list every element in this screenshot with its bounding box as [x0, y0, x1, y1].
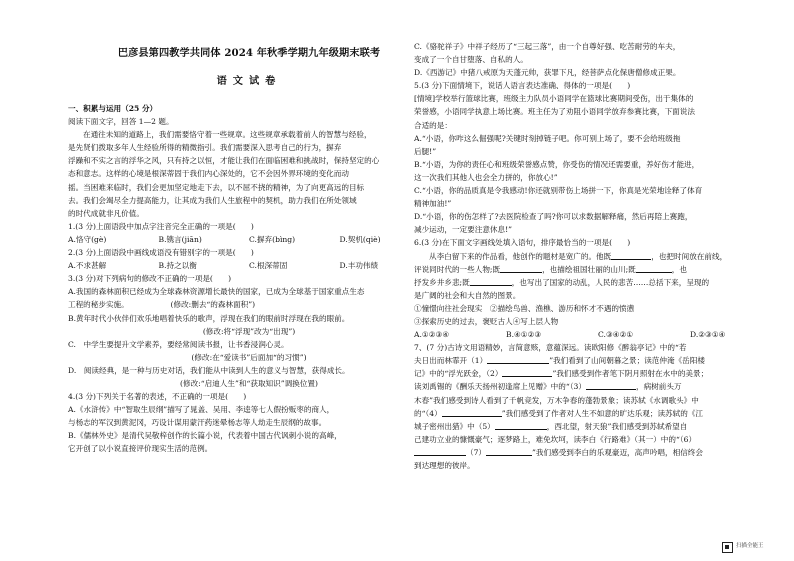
question-5-option: B.“小语，为你的责任心和班级荣誉感点赞，你受伤的情况还需要重，养好伤才能进，	[414, 159, 700, 169]
question-5-option: 这一次我们其他人也会全力拼的，你放心!”	[414, 172, 558, 182]
question-5-option: 后腿!”	[414, 146, 437, 156]
question-7-line: 己建功立业的慷慨豪气；逐梦路上，难免坎坷，读李白《行路难》（其一）中的“（6）	[414, 434, 697, 444]
question-6-text: 评说同时代的一些人物;既 ，也描绘祖国壮丽的山川;既 ，也	[414, 264, 687, 274]
question-7-line: 读刘禹锡的《酬乐天扬州初逢席上见赠》中的“（3） ，病树前头万	[414, 382, 682, 392]
question-5: 5.(3 分)下面情境下，说话人语言表达准确、得体的一项是( )	[414, 81, 631, 91]
option: A.不求甚解	[68, 261, 107, 271]
question-1-options	[68, 233, 430, 246]
option: C.③④②①	[598, 330, 634, 340]
passage-line: 的时代成就非凡价值。	[68, 208, 144, 218]
question-4-item: A.《水浒传》中“智取生辰纲”描写了晁盖、吴用、李逵等七人假扮贩枣的商人，	[68, 405, 335, 415]
question-7-line: 到达理想的彼岸。	[414, 461, 475, 470]
question-5-option: C.“小语，你的品质真是令我感动!你还就别带伤上场拼一下，你真是光荣地诠释了体育	[414, 186, 703, 196]
question-3-item: C. 中学生要提升文学素养，要经常阅读书报，让书香浸润心灵。	[68, 339, 289, 349]
fill-blank[interactable]	[486, 446, 532, 456]
question-3-note: (修改:在“爱读书”后面加“的习惯”)	[191, 352, 307, 362]
question-6-text: 抒发乡井乡悲;既 ，也写出了国家的动乱，人民的悲苦……总括下来，呈现的	[414, 277, 710, 287]
question-4-item: B.《儒林外史》是清代吴敬梓创作的长篇小说，代表着中国古代讽刺小说的高峰，	[68, 431, 342, 441]
question-2-options	[68, 259, 430, 272]
option: C.摒弃(bìng)	[249, 234, 296, 244]
question-6-text: 是广阔的社会和大自然的图景。	[414, 290, 521, 300]
question-6-options	[414, 328, 782, 341]
option: B.持之以衡	[158, 261, 197, 271]
question-5-option: 减少运动，一定要注意休息!”	[414, 225, 513, 235]
question-7-line: 城子密州出猎》中（5） ，西北望，射天狼”我们感受到苏轼希望自	[414, 421, 688, 431]
question-3-item: B.黄年时代小伙伴们欢乐地唱着快乐的歌声，浮现在我们的眼前时浮现在我的眼前。	[68, 313, 350, 323]
left-column	[68, 40, 430, 456]
fill-blank[interactable]	[487, 354, 549, 364]
question-6-keys: ③探索历史的过去，褒贬古人④写上层人物	[414, 316, 559, 326]
question-5-context: [情境]学校举行篮球比赛，班级主力队员小语同学在篮球比赛期间受伤，出于集体的	[414, 94, 694, 104]
passage-line: 在通往未知的道路上，我们需要恪守着一些规章。这些规章承载着前人的智慧与经验，	[83, 130, 372, 140]
question-5-context: 荣誉感，小语同学执意上场比赛。班主任为了劝阻小语同学放弃参赛比赛，下面说法	[414, 107, 695, 117]
section-heading: 一、积累与运用（25 分）	[68, 104, 158, 113]
scanner-watermark	[722, 541, 780, 553]
question-7-line: （7） ”我们感受到李白的乐观豪迈，高声吟唱，相信终会	[414, 446, 782, 459]
question-4-item: 变成了一个自甘堕落、自私的人。	[414, 55, 528, 65]
question-7-line: 木春”我们感受到诗人看到了千帆竞发，万木争春的蓬勃景象；读苏轼《水调歌头》中	[414, 395, 699, 405]
question-7-line: 的“（4） ”我们感受到了作者对人生不如意的旷达乐观；读苏轼的《江	[414, 408, 704, 418]
qr-code-icon	[722, 542, 733, 553]
question-6: 6.(3 分)在下面文字画线处填入语句，排序最恰当的一项是( )	[414, 238, 631, 248]
option: C.根深蒂固	[249, 261, 288, 271]
question-7-line: 夫日出而林霏开（1） ”我们看到了山间朝暮之景；读范仲淹《岳阳楼	[414, 356, 705, 366]
right-column	[414, 40, 782, 472]
question-3-item: D. 阅读经典，是一种与历史对话，我们能从中读到人生的意义与智慧，获得成长。	[68, 365, 350, 375]
passage-line: 浮躁和不实之言的浮华之风，只有持之以恒，才能让我们在面临困难和挑战时，保持坚定的心	[68, 156, 380, 166]
question-3-item: A.我国的森林面积已经成为全球森林资源增长最快的国家，已成为全球基于国家重点生态	[68, 287, 365, 297]
question-4-item: 它开创了以小说直接评价现实生活的范例。	[68, 444, 213, 454]
passage-line: 去。我们会竭尽全力提高能力，让其成为我们人生旅程中的契机，助力我们在所处领域	[68, 195, 357, 205]
fill-blank[interactable]	[502, 367, 552, 377]
fill-blank[interactable]	[500, 263, 542, 273]
fill-blank[interactable]	[442, 407, 502, 417]
fill-blank[interactable]	[611, 250, 651, 260]
option: D.②③①④	[690, 330, 726, 340]
question-3-note: (修改:将“浮现”改为“出现”)	[202, 326, 296, 336]
passage-line: 是先贤们拨取多年人生经验所得的精微指引。我们需要深入思考自己的行为，摒弃	[68, 143, 342, 153]
question-3: 3.(3 分)对下列病句的修改不正确的一项是( )	[68, 274, 232, 284]
option: A.恪守(gè)	[68, 234, 107, 244]
question-7-line: 记》中的“浮光跃金，（2） ”我们感受到作者笔下阴月照射在水中的美景；	[414, 369, 709, 379]
question-5-option: A.“小语，你咋这么倔强呢?关键时刻掉链子吧。你可别上场了，要不会给班级拖	[414, 133, 681, 143]
fill-blank[interactable]	[414, 446, 466, 456]
fill-blank[interactable]	[495, 420, 547, 430]
question-1: 1.(3 分)上面语段中加点字注音完全正确的一项是( )	[68, 221, 254, 231]
scanner-label: 扫描全能王	[736, 543, 764, 550]
question-3-item: 工程的秘步实施。 (修改:删去“的森林面积”)	[68, 300, 256, 310]
page-subtitle: 语文试卷	[216, 75, 282, 87]
option: B.④①②③	[506, 330, 542, 340]
question-5-option: D.“小语，你的伤怎样了?去医院检查了吗?你可以求数据解释痛，然后再陪上赛跑，	[414, 212, 693, 222]
question-4-item: D.《西游记》中猪八戒原为天蓬元帅，获罪下凡，经菩萨点化保唐僧修成正果。	[414, 68, 681, 78]
question-4-item: C.《骆驼祥子》中祥子经历了“三起三落”，由一个自尊好强、吃苦耐劳的车夫，	[414, 42, 681, 51]
question-4-item: 与杨志的军汉到黄泥冈，巧设计谋用蒙汗药迷晕杨志等人劫走生辰纲的故事。	[68, 418, 327, 428]
question-7: 7、(7 分)古诗文用语精妙，言简意赅，意蕴深远。读欧阳修《醉翁亭记》中的“若	[414, 343, 687, 353]
fill-blank[interactable]	[470, 276, 512, 286]
question-3-note: (修改:“启迪人生”和“获取知识”调换位置)	[180, 378, 318, 388]
fill-blank[interactable]	[636, 263, 672, 273]
reading-intro: 阅读下面文字，回答 1—2 题。	[68, 117, 174, 127]
passage-line: 摇。当困难来临时，我们会更加坚定地走下去，以不屈不挠的精神，为了向更高远的目标	[68, 182, 365, 192]
passage-line: 态和意志。这样的心境是根深蒂固于我们内心深处的，它不会因外界环境的变化而动	[68, 169, 349, 179]
question-5-option: 精神加油!”	[414, 199, 452, 209]
page-title: 巴彦县第四教学共同体 2024 年秋季学期九年级期末联考	[117, 47, 381, 59]
option: B.镌言(jiān)	[158, 234, 202, 244]
option: D.契机(qiè)	[339, 234, 381, 244]
question-6-text: 从李白留下来的作品看，他创作的题材是宽广的。他既 ，也把时间放在前线，	[429, 251, 728, 261]
fill-blank[interactable]	[586, 380, 636, 390]
question-6-keys: ①憧憬向往社会现实 ②描绘鸟兽、渔樵、游历和怀才不遇的愤懑	[414, 303, 635, 313]
option: A.①②③④	[414, 330, 450, 340]
question-4: 4.(3 分)下列关于名著的表述，不正确的一项是( )	[68, 392, 247, 402]
question-5-context: 合适的是：	[414, 120, 452, 130]
option: D.丰功伟绩	[339, 261, 379, 271]
question-2: 2.(3 分)上面语段中画线成语没有错别字的一项是( )	[68, 248, 254, 258]
